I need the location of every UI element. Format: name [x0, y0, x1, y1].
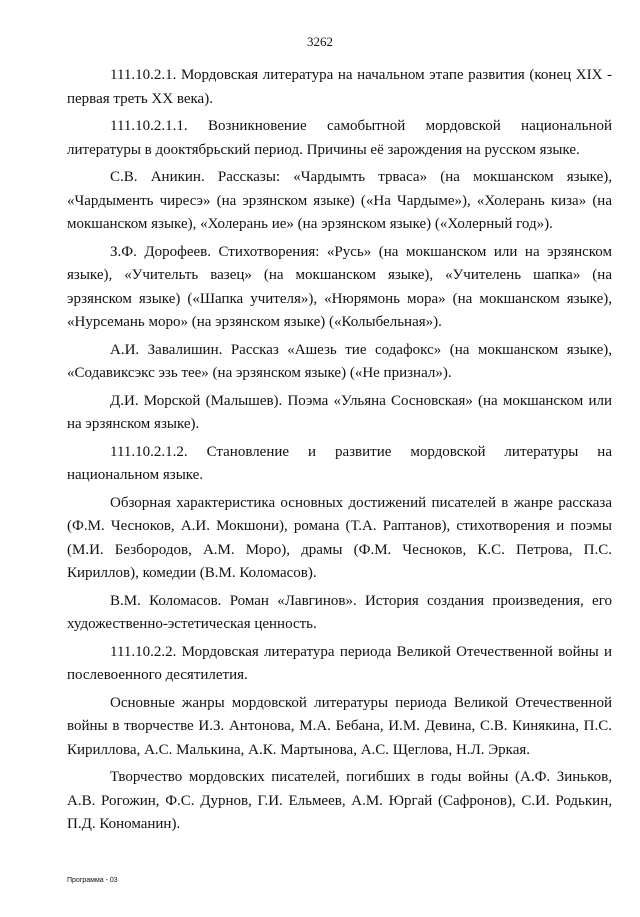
- overview-paragraph: Творчество мордовских писателей, погибших в годы войны (А.Ф. Зиньков, А.В. Рогожин, Ф.С. Дурнов, Г.И. Ельмеев, А.М. Юргай (Сафронов), С.И. Родькин, П.Д. Кономанин).: [67, 769, 612, 832]
- subsection-heading: 111.10.2.1.1. Возникновение самобытной мордовской национальной литературы в дооктябрьский период. Причины её зарождения на русском языке.: [67, 118, 612, 158]
- section-heading: 111.10.2.2. Мордовская литература периода Великой Отечественной войны и послевоенного десятилетия.: [67, 643, 612, 683]
- section-heading: 111.10.2.1. Мордовская литература на начальном этапе развития (конец XIX - первая треть XX века).: [67, 67, 612, 107]
- document-body: [67, 64, 612, 841]
- author-entry: Д.И. Морской (Малышев). Поэма «Ульяна Сосновская» (на мокшанском или на эрзянском языке).: [67, 392, 612, 432]
- overview-paragraph: Обзорная характеристика основных достижений писателей в жанре рассказа (Ф.М. Чесноков, А.И. Мокшони), романа (Т.А. Раптанов), стихотворения и поэмы (М.И. Безбородов, А.М. Моро), драмы (Ф.М. Чесноков, К.С. Петрова, П.С. Кириллов), комедии (В.М. Коломасов).: [67, 494, 612, 581]
- author-entry: З.Ф. Дорофеев. Стихотворения: «Русь» (на мокшанском или на эрзянском языке), «Учительть вазец» (на мокшанском языке), «Учителень шапка» (на эрзянском языке) («Шапка учителя»), «Нюрямонь мора» (на мокшанском языке), «Нурсемань моро» (на эрзянском языке) («Колыбельная»).: [67, 243, 612, 330]
- author-entry: С.В. Аникин. Рассказы: «Чардымть трваса» (на мокшанском языке), «Чардыменть чиресэ» (на эрзянском языке) («На Чардыме»), «Холерань киза» (на мокшанском языке), «Холерань ие» (на эрзянском языке) («Холерный год»).: [67, 169, 612, 232]
- footer-label: Программа - 03: [67, 877, 118, 884]
- author-entry: А.И. Завалишин. Рассказ «Ашезь тие содафокс» (на мокшанском языке), «Содавиксэкс эзь тее» (на эрзянском языке) («Не признал»).: [67, 341, 612, 381]
- page-number: 3262: [307, 34, 333, 49]
- author-entry: В.М. Коломасов. Роман «Лавгинов». История создания произведения, его художественно-эстетическая ценность.: [67, 592, 612, 632]
- overview-paragraph: Основные жанры мордовской литературы периода Великой Отечественной войны в творчестве И.З. Антонова, М.А. Бебана, И.М. Девина, С.В. Кинякина, П.С. Кириллова, А.С. Малькина, А.К. Мартынова, А.С. Щеглова, Н.Л. Эркая.: [67, 694, 612, 758]
- subsection-heading: 111.10.2.1.2. Становление и развитие мордовской литературы на национальном языке.: [67, 443, 612, 483]
